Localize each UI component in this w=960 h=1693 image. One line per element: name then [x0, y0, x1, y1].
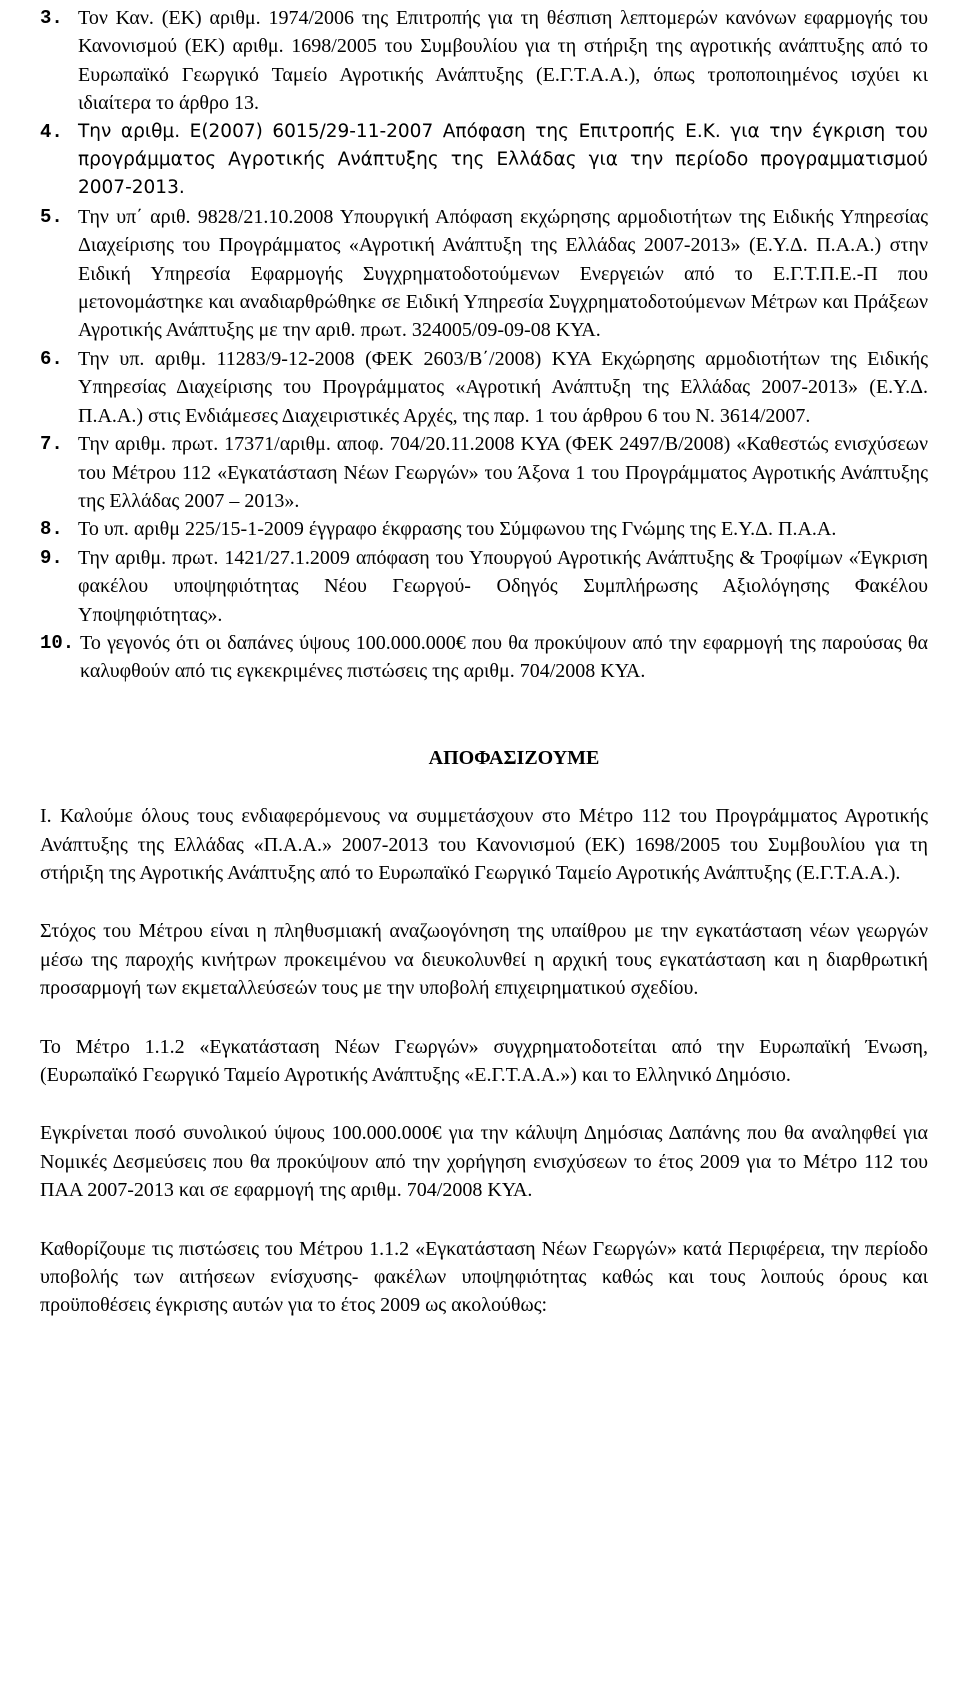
list-item [40, 118, 928, 203]
item-text: Την αριθμ. Ε(2007) 6015/29-11-2007 Απόφαση της Επιτροπής Ε.Κ. για την έγκριση του προγράμματος Αγροτικής Ανάπτυξης της Ελλάδας για την περίοδο προγραμματισμού 2007-2013. [78, 120, 928, 199]
list-item [40, 629, 928, 686]
item-number: 7. [40, 433, 63, 456]
item-text: Την υπ΄ αριθ. 9828/21.10.2008 Υπουργική Απόφαση εκχώρησης αρμοδιοτήτων της Ειδικής Υπηρεσίας Διαχείρισης του Προγράμματος «Αγροτική Ανάπτυξη της Ελλάδας 2007-2013» (Ε.Υ.Δ. Π.Α.Α.) στην Ειδική Υπηρεσία Εφαρμογής Συγχρηματοδοτούμενων Ενεργειών από το Ε.Γ.Τ.Π.Ε.-Π που μετονομάστηκε και αναδιαρθρώθηκε σε Ειδική Υπηρεσία Συγχρηματοδοτούμενων Μέτρων και Πράξεων Αγροτικής Ανάπτυξης με την αριθ. πρωτ. 324005/09-09-08 ΚΥΑ. [78, 205, 928, 342]
list-item [40, 203, 928, 345]
list-item [40, 430, 928, 515]
item-number: 10. [40, 631, 75, 654]
decision-heading: ΑΠΟΦΑΣΙΖΟΥΜΕ [428, 746, 600, 769]
list-item [40, 4, 928, 118]
item-number: 9. [40, 546, 63, 569]
item-text: Το υπ. αριθμ 225/15-1-2009 έγγραφο έκφρασης του Σύμφωνου της Γνώμης της Ε.Υ.Δ. Π.Α.Α. [78, 518, 837, 541]
item-text: Την αριθμ. πρωτ. 1421/27.1.2009 απόφαση του Υπουργού Αγροτικής Ανάπτυξης & Τροφίμων «Έγκριση φακέλου υποψηφιότητας Νέου Γεωργού- Οδηγός Συμπλήρωσης Αξιολόγησης Φακέλου Υποψηφιότητας». [78, 546, 928, 626]
list-item [40, 544, 928, 629]
item-number: 5. [40, 205, 63, 228]
item-text: Την αριθμ. πρωτ. 17371/αριθμ. αποφ. 704/20.11.2008 ΚΥΑ (ΦΕΚ 2497/Β/2008) «Καθεστώς ενισχύσεων του Μέτρου 112 «Εγκατάσταση Νέων Γεωργών» του Άξονα 1 του Προγράμματος Αγροτικής Ανάπτυξης της Ελλάδας 2007 – 2013». [78, 433, 928, 512]
list-item [40, 515, 928, 543]
item-number: 8. [40, 518, 63, 541]
paragraph: Το Μέτρο 1.1.2 «Εγκατάσταση Νέων Γεωργών» συγχρηματοδοτείται από την Ευρωπαϊκή Ένωση, (Ευρωπαϊκό Γεωργικό Ταμείο Αγροτικής Ανάπτυξης «Ε.Γ.Τ.Α.Α.») και το Ελληνικό Δημόσιο. [40, 1035, 928, 1086]
paragraph: Καθορίζουμε τις πιστώσεις του Μέτρου 1.1.2 «Εγκατάσταση Νέων Γεωργών» κατά Περιφέρεια, την περίοδο υποβολής των αιτήσεων ενίσχυσης- φακέλων υποψηφιότητας καθώς και τους λοιπούς όρους και προϋποθέσεις έγκρισης αυτών για το έτος 2009 ως ακολούθως: [40, 1237, 928, 1317]
paragraph: Στόχος του Μέτρου είναι η πληθυσμιακή αναζωογόνηση της υπαίθρου με την εγκατάσταση νέων γεωργών μέσω της παροχής κινήτρων προκειμένου να διευκολυνθεί η αρχική τους εγκατάσταση και η διαρθρωτική προσαρμογή των εκμεταλλεύσεών τους με την υποβολή επιχειρηματικού σχεδίου. [40, 920, 928, 1000]
item-text: Το γεγονός ότι οι δαπάνες ύψους 100.000.000€ που θα προκύψουν από την εφαρμογή της παρούσας θα καλυφθούν από τις εγκεκριμένες πιστώσεις της αριθμ. 704/2008 ΚΥΑ. [80, 631, 928, 683]
item-number: 6. [40, 347, 63, 370]
item-number: 3. [40, 7, 63, 29]
paragraph: Εγκρίνεται ποσό συνολικού ύψους 100.000.000€ για την κάλυψη Δημόσιας Δαπάνης που θα αναληφθεί για Νομικές Δεσμεύσεις που θα προκύψουν από την χορήγηση ενισχύσεων το έτος 2009 για το Μέτρο 112 του ΠΑΑ 2007-2013 και σε εφαρμογή της αριθμ. 704/2008 ΚΥΑ. [40, 1122, 928, 1202]
item-text: Τον Καν. (ΕΚ) αριθμ. 1974/2006 της Επιτροπής για τη θέσπιση λεπτομερών κανόνων εφαρμογής του Κανονισμού (ΕΚ) αριθμ. 1698/2005 του Συμβουλίου για τη στήριξη της αγροτικής ανάπτυξης από το Ευρωπαϊκό Γεωργικό Ταμείο Αγροτικής Ανάπτυξης (Ε.Γ.Τ.Α.Α.), όπως τροποποιημένος ισχύει κι ιδιαίτερα το άρθρο 13. [78, 7, 928, 115]
item-text: Την υπ. αριθμ. 11283/9-12-2008 (ΦΕΚ 2603/Β΄/2008) ΚΥΑ Εκχώρησης αρμοδιοτήτων της Ειδικής Υπηρεσίας Διαχείρισης του Προγράμματος «Αγροτική Ανάπτυξη της Ελλάδας 2007-2013» (Ε.Υ.Δ. Π.Α.Α.) στις Ενδιάμεσες Διαχειριστικές Αρχές, της παρ. 1 του άρθρου 6 του Ν. 3614/2007. [78, 347, 928, 427]
item-number: 4. [40, 120, 63, 143]
list-item [40, 345, 928, 430]
paragraph: Ι. Καλούμε όλους τους ενδιαφερόμενους να συμμετάσχουν στο Μέτρο 112 του Προγράμματος Αγροτικής Ανάπτυξης της Ελλάδας «Π.Α.Α.» 2007-2013 του Κανονισμού (ΕΚ) 1698/2005 του Συμβουλίου για τη στήριξη της Αγροτικής Ανάπτυξης από το Ευρωπαϊκό Γεωργικό Ταμείο Αγροτικής Ανάπτυξης (Ε.Γ.Τ.Α.Α.). [40, 805, 928, 884]
